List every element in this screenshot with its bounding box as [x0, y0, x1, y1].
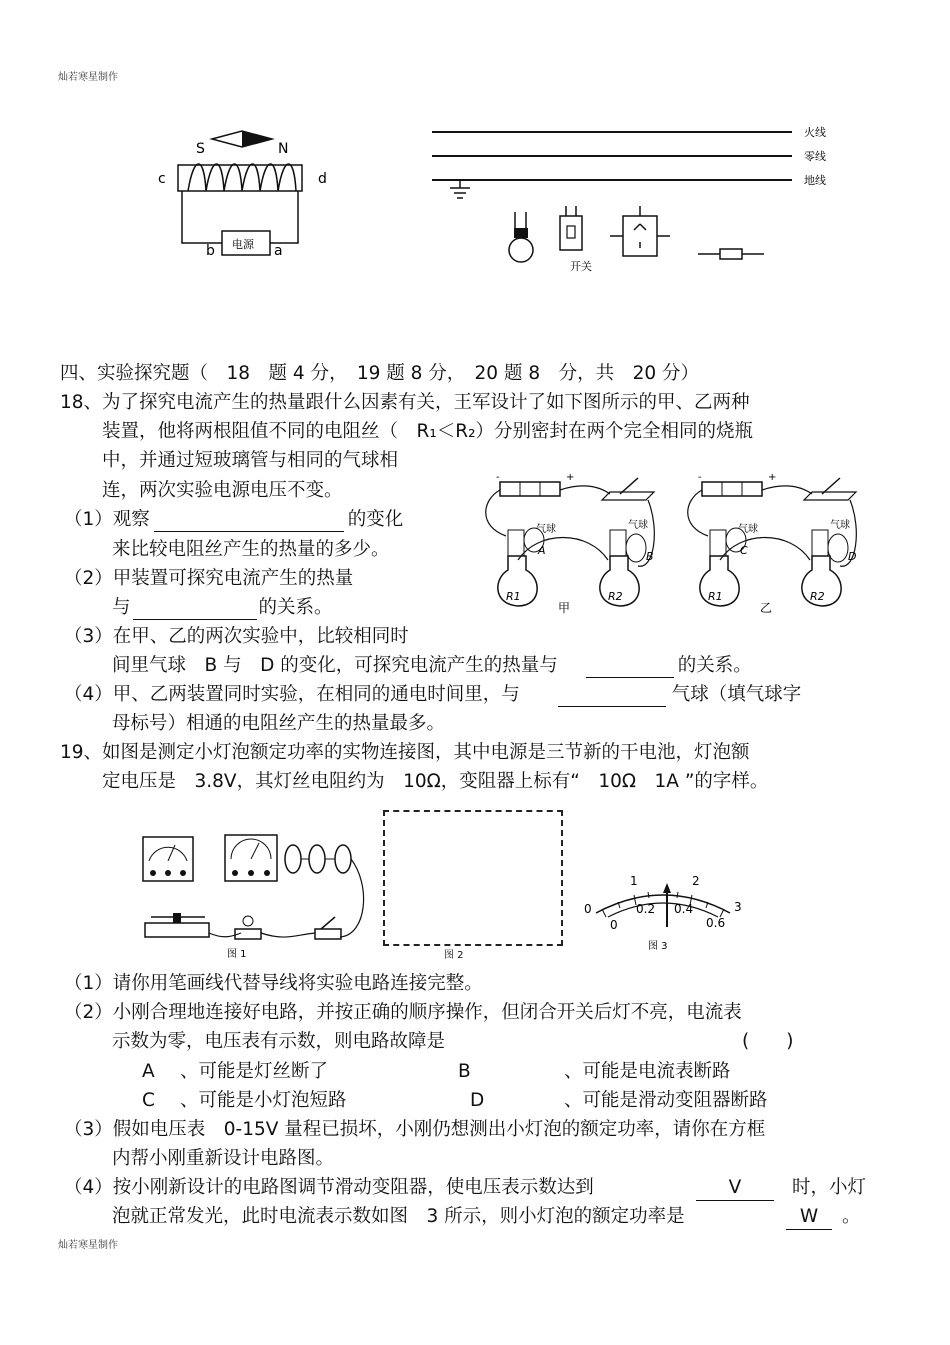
- top-tick-0: 0: [584, 902, 592, 916]
- svg-text:+: +: [768, 472, 777, 483]
- switch-label: 开关: [570, 260, 592, 273]
- apparatus-yi: [688, 472, 857, 615]
- s-pole-label: S: [196, 141, 205, 157]
- q19-part2-cont: 示数为零，电压表有示数，则电路故障是: [112, 1031, 446, 1052]
- svg-text:-: -: [496, 472, 500, 483]
- q19-blank-voltage[interactable]: V: [696, 1176, 774, 1201]
- figure1-label: 图 1: [227, 949, 247, 960]
- bottom-tick-0: 0: [610, 918, 618, 932]
- q18-blank2[interactable]: [133, 599, 257, 620]
- q19-option-b-letter: B: [458, 1061, 471, 1082]
- top-tick-2: 2: [692, 874, 700, 888]
- ammeter: [143, 837, 193, 881]
- flask-apparatus-figure: [478, 470, 868, 620]
- balloon-a: A: [538, 544, 546, 557]
- bottom-tick-1: 0.2: [636, 902, 656, 916]
- power-label: 电源: [232, 238, 254, 251]
- voltmeter: [225, 835, 277, 881]
- q18-line4: 连，两次实验电源电压不变。: [102, 480, 343, 501]
- q19-option-c-letter: C: [142, 1090, 155, 1111]
- a-label: a: [274, 243, 283, 259]
- yi-label: 乙: [760, 601, 773, 615]
- neutral-wire-label: 零线: [804, 150, 826, 163]
- b-label: b: [206, 243, 215, 259]
- figure1-circuit: [135, 825, 370, 960]
- section-title: 四、实验探究题（ 18 题 4 分， 19 题 8 分， 20 题 8 分，共 20 分）: [60, 363, 700, 384]
- q18-part1: （1）观察 的变化: [64, 509, 404, 530]
- battery-cells: [285, 845, 351, 873]
- jia-label: 甲: [558, 601, 571, 615]
- q19-option-d: 、可能是滑动变阻器断路: [564, 1090, 768, 1111]
- wiring-figure: [430, 120, 840, 280]
- q19-option-a-letter: A: [142, 1061, 155, 1082]
- balloon-label-c: 气球: [738, 524, 758, 535]
- q19-blank-power[interactable]: W: [786, 1205, 832, 1230]
- page-header: 灿若寒星制作: [58, 72, 118, 83]
- r2-label-yi: R2: [810, 590, 825, 603]
- page-footer: 灿若寒星制作: [58, 1240, 118, 1251]
- svg-text:+: +: [566, 472, 575, 483]
- c-label: c: [158, 171, 166, 187]
- q19-part2: （2）小刚合理地连接好电路，并按正确的顺序操作，但闭合开关后灯不亮，电流表: [64, 1002, 742, 1023]
- q19-option-c: 、可能是小灯泡短路: [180, 1090, 347, 1111]
- figure3-ammeter-scale: [578, 865, 748, 955]
- ground-wire-label: 地线: [804, 174, 826, 187]
- q18-part3: （3）在甲、乙的两次实验中，比较相同时: [64, 626, 409, 647]
- balloon-d: D: [848, 550, 857, 563]
- q19-part1: （1）请你用笔画线代替导线将实验电路连接完整。: [64, 973, 483, 994]
- q19-line2: 定电压是 3.8V，其灯丝电阻约为 10Ω，变阻器上标有“ 10Ω 1A ”的字样。: [102, 771, 769, 792]
- q18-blank4[interactable]: [558, 686, 666, 707]
- q19-part4-end: 。: [842, 1206, 861, 1227]
- q18-line2: 装置，他将两根阻值不同的电阻丝（ R₁＜R₂）分别密封在两个完全相同的烧瓶: [102, 421, 754, 442]
- q19-part3-cont: 内帮小刚重新设计电路图。: [112, 1148, 335, 1169]
- bottom-tick-2: 0.4: [674, 902, 694, 916]
- svg-text:-: -: [698, 472, 702, 483]
- q19-option-d-letter: D: [470, 1090, 485, 1111]
- balloon-b: B: [646, 550, 654, 563]
- q19-option-a: 、可能是灯丝断了: [180, 1061, 329, 1082]
- q18-blank1[interactable]: [154, 511, 344, 532]
- switch: [315, 917, 341, 939]
- figure2-label: 图 2: [444, 950, 464, 961]
- balloon-label-d: 气球: [830, 520, 850, 531]
- q19-option-b: 、可能是电流表断路: [564, 1061, 731, 1082]
- q19-part4-tail: 时，小灯: [792, 1177, 867, 1198]
- apparatus-jia: [486, 472, 655, 615]
- figure3-label: 图 3: [648, 941, 668, 952]
- q18-part4-cont: 母标号）相通的电阻丝产生的热量最多。: [112, 713, 446, 734]
- electromagnet-figure: [150, 125, 350, 265]
- q19-part3: （3）假如电压表 0-15V 量程已损坏，小刚仍想测出小灯泡的额定功率，请你在方框: [64, 1119, 766, 1140]
- balloon-c: C: [740, 544, 748, 557]
- lamp: [235, 916, 261, 939]
- d-label: d: [318, 171, 327, 187]
- q19-line1: 19、如图是测定小灯泡额定功率的实物连接图，其中电源是三节新的干电池，灯泡额: [60, 742, 750, 763]
- q18-part1-cont: 来比较电阻丝产生的热量的多少。: [112, 539, 390, 560]
- top-tick-1: 1: [630, 874, 638, 888]
- top-tick-3: 3: [734, 900, 742, 914]
- q19-answer-paren[interactable]: ( ): [742, 1031, 794, 1052]
- q18-part2-cont: 与 的关系。: [112, 597, 333, 618]
- balloon-label-b: 气球: [628, 520, 648, 531]
- bottom-tick-3: 0.6: [706, 916, 726, 930]
- q18-part3-cont: 间里气球 B 与 D 的变化，可探究电流产生的热量与 的关系。: [112, 655, 752, 676]
- live-wire-label: 火线: [804, 126, 826, 139]
- q18-line3: 中，并通过短玻璃管与相同的气球相: [102, 450, 399, 471]
- figure2-design-box[interactable]: [383, 810, 563, 946]
- q18-part2: （2）甲装置可探究电流产生的热量: [64, 568, 354, 589]
- r1-label-jia: R1: [506, 590, 521, 603]
- r2-label-jia: R2: [608, 590, 623, 603]
- balloon-label-a: 气球: [536, 524, 556, 535]
- q19-part4-cont: 泡就正常发光，此时电流表示数如图 3 所示，则小灯泡的额定功率是: [112, 1206, 685, 1227]
- q19-part4: （4）按小刚新设计的电路图调节滑动变阻器，使电压表示数达到: [64, 1177, 594, 1198]
- rheostat: [145, 913, 209, 937]
- q18-part4: （4）甲、乙两装置同时实验，在相同的通电时间里，与 气球（填气球字: [64, 684, 802, 705]
- q18-blank3[interactable]: [586, 657, 674, 678]
- r1-label-yi: R1: [708, 590, 723, 603]
- q18-line1: 18、为了探究电流产生的热量跟什么因素有关，王军设计了如下图所示的甲、乙两种: [60, 392, 750, 413]
- n-pole-label: N: [278, 141, 289, 157]
